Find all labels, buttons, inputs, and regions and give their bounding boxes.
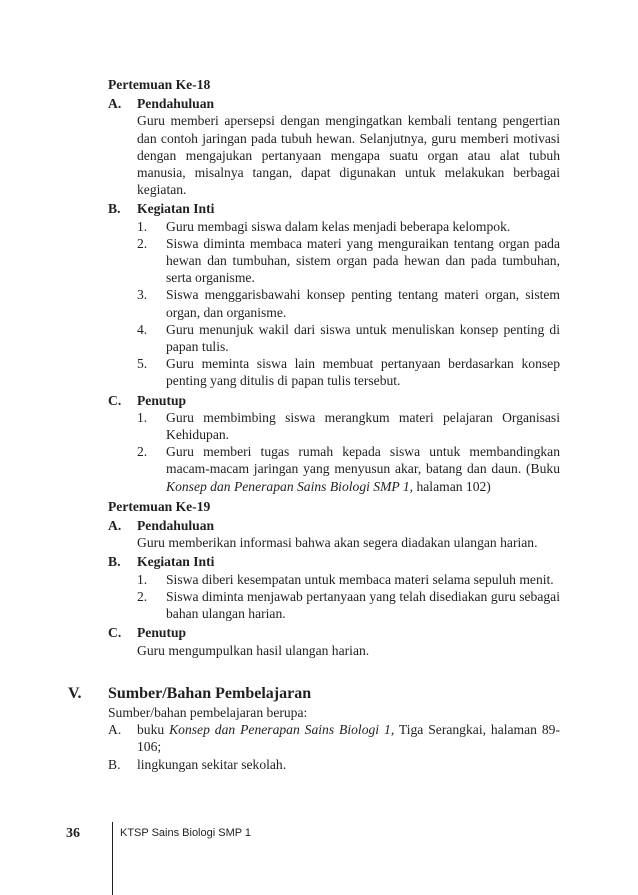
section-v-body: [68, 704, 560, 773]
list-item: [137, 321, 560, 355]
item-number: 1.: [137, 218, 148, 234]
section-v: [68, 684, 560, 773]
section-letter: A.: [108, 518, 122, 534]
section-v-intro: Sumber/bahan pembelajaran berupa:: [108, 705, 308, 720]
source-item-a: [108, 721, 560, 755]
item-text: Siswa diminta menjawab pertanyaan yang telah disediakan guru sebagai bahan ulangan harian.: [166, 588, 560, 622]
section-v-numeral: V.: [68, 685, 82, 702]
list-item: [137, 409, 560, 443]
item-text: Guru membagi siswa dalam kelas menjadi beberapa kelompok.: [166, 218, 511, 234]
item-number: 2.: [137, 588, 148, 604]
source-text: lingkungan sekitar sekolah.: [137, 756, 287, 772]
meeting-18-section-a: [108, 95, 560, 198]
list-item: [137, 355, 560, 389]
item-text: Guru membimbing siswa merangkum materi pelajaran Organisasi Kehidupan.: [166, 409, 560, 443]
item-text: Siswa diberi kesempatan untuk membaca materi selama sepuluh menit.: [166, 571, 554, 587]
activity-list: [137, 218, 560, 390]
item-text: Siswa diminta membaca materi yang menguraikan tentang organ pada hewan dan tumbuhan, sistem organ pada hewan dan pada tumbuhan, serta organisme.: [166, 235, 560, 286]
item-text: [166, 443, 560, 495]
item-number: 2.: [137, 235, 148, 251]
list-item: [137, 235, 560, 287]
meeting-19-section-c: [108, 624, 560, 658]
section-paragraph: Guru memberikan informasi bahwa akan segera diadakan ulangan harian.: [137, 535, 538, 551]
source-letter: A.: [108, 722, 122, 738]
meeting-18-title: Pertemuan Ke-18: [108, 77, 211, 92]
section-title: Penutup: [137, 392, 187, 408]
list-item: [137, 218, 560, 235]
book-title-italic: Konsep dan Penerapan Sains Biologi 1: [169, 722, 391, 738]
section-title: Pendahuluan: [137, 518, 215, 534]
meeting-18-section-c: [108, 392, 560, 495]
book-title-italic: Konsep dan Penerapan Sains Biologi SMP 1,: [166, 478, 414, 494]
source-letter: B.: [108, 756, 121, 772]
section-letter: B.: [108, 201, 121, 217]
meeting-19-title: Pertemuan Ke-19: [108, 498, 211, 514]
section-letter: C.: [108, 625, 122, 641]
page-number: 36: [66, 826, 80, 841]
source-text: [137, 721, 560, 755]
item-text: Guru menunjuk wakil dari siswa untuk menuliskan konsep penting di papan tulis.: [166, 321, 560, 355]
section-title: Kegiatan Inti: [137, 201, 215, 217]
section-letter: C.: [108, 392, 122, 408]
meeting-19-section-a: [108, 517, 560, 551]
source-text-part: , Tiga Serangkai, halaman 89-106;: [137, 722, 560, 755]
activity-list: [137, 571, 560, 623]
closing-list: [137, 409, 560, 495]
item-number: 1.: [137, 571, 148, 587]
page-footer: [0, 814, 638, 895]
meeting-19-section-b: [108, 553, 560, 622]
section-paragraph: Guru mengumpulkan hasil ulangan harian.: [137, 642, 370, 658]
item-number: 1.: [137, 409, 148, 425]
footer-book-title: KTSP Sains Biologi SMP 1: [120, 827, 252, 839]
list-item: [137, 286, 560, 320]
item-text: Guru meminta siswa lain membuat pertanyaan berdasarkan konsep penting yang ditulis di papan tulis tersebut.: [166, 356, 560, 389]
list-item: [137, 443, 560, 495]
section-letter: B.: [108, 554, 121, 570]
section-v-heading: [68, 684, 560, 704]
section-v-title: Sumber/Bahan Pembelajaran: [108, 685, 312, 702]
item-text: Siswa menggarisbawahi konsep penting tentang materi organ, sistem organ, dan organisme.: [166, 287, 560, 320]
item-text-part: halaman 102): [413, 478, 491, 494]
source-item-b: [108, 756, 560, 773]
list-item: [137, 588, 560, 622]
item-number: 4.: [137, 321, 148, 337]
lesson-plan-content: [108, 76, 560, 659]
list-item: [137, 571, 560, 588]
section-title: Pendahuluan: [137, 96, 215, 112]
item-number: 5.: [137, 356, 148, 372]
section-letter: A.: [108, 96, 122, 112]
item-number: 3.: [137, 287, 148, 303]
item-number: 2.: [137, 444, 148, 460]
footer-divider: [112, 822, 113, 895]
item-text-part: Guru memberi tugas rumah kepada siswa untuk membandingkan macam-macam jaringan yang menyusun akar, batang dan daun. (Buku: [166, 444, 560, 477]
section-title: Kegiatan Inti: [137, 554, 215, 570]
section-title: Penutup: [137, 625, 187, 641]
meeting-18-section-b: [108, 200, 560, 389]
section-paragraph: Guru memberi apersepsi dengan mengingatkan kembali tentang pengertian dan contoh jaringan pada tubuh hewan. Selanjutnya, guru memberi motivasi dengan mengajukan pertanyaan mengapa suatu organ atau alat tubuh manusia, misalnya tangan, dapat digunakan untuk melakukan berbagai kegiatan.: [137, 113, 560, 198]
source-text-part: buku: [137, 722, 170, 738]
